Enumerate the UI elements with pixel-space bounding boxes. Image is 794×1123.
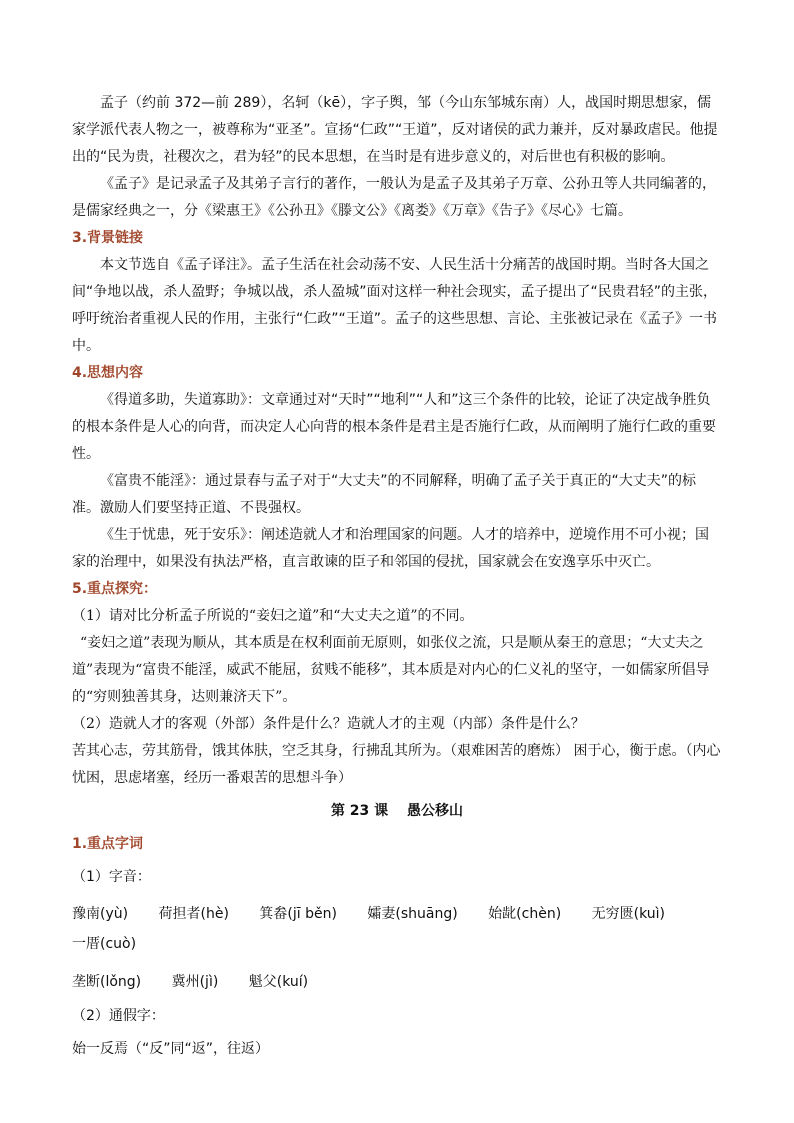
vocab-item: 豫南(yù): [72, 906, 129, 922]
vocab-item: 冀州(jì): [171, 974, 219, 990]
background-heading: 3.背景链接: [72, 230, 144, 246]
lesson-title: [72, 798, 722, 825]
tongjia-item: 始一反焉（“反”同“返”，往返）: [72, 1041, 270, 1057]
thought-paragraph-2: 《富贵不能淫》：通过景春与孟子对于“大丈夫”的不同解释，明确了孟子关于真正的“大丈夫”的标准。激励人们要坚持正道、不畏强权。: [72, 473, 697, 516]
lesson-number: 第 23 课: [330, 803, 389, 819]
vocab-item: 垄断(lǒng): [72, 974, 142, 990]
background-paragraph: 本文节选自《孟子译注》。孟子生活在社会动荡不安、人民生活十分痛苦的战国时期。当时各大国之间“争地以战，杀人盈野；争城以战，杀人盈城”面对这样一种社会现实，孟子提出了“民贵君轻”的主张，呼吁统治者重视人民的作用，主张行“仁政”“王道”。孟子的这些思想、言论、主张被记录在《孟子》一书中。: [72, 257, 718, 354]
thought-paragraph-3: 《生于忧患，死于安乐》：阐述造就人才和治理国家的问题。人才的培养中，逆境作用不可小视；国家的治理中，如果没有执法严格，直言敢谏的臣子和邻国的侵扰，国家就会在安逸享乐中灭亡。: [72, 527, 709, 570]
intro-paragraph-1: 孟子（约前 372—前 289），名轲（kē），字子舆，邹（今山东邹城东南）人，战国时期思想家，儒家学派代表人物之一，被尊称为“亚圣”。宣扬“仁政”“王道”，反对诸侯的武力兼并，反对暴政虐民。他提出的“民为贵，社稷次之，君为轻”的民本思想，在当时是有进步意义的，对后世也有积极的影响。: [72, 95, 718, 165]
document-content: [72, 90, 722, 1063]
vocab-item: 箕畚(jī běn): [259, 906, 337, 922]
vocab-subheading-pronunciation: （1）字音：: [72, 869, 151, 885]
vocab-row-1: [72, 899, 722, 959]
thought-paragraph-1: 《得道多助，失道寡助》：文章通过对“天时”“地利”“人和”这三个条件的比较，论证了决定战争胜负的根本条件是人心的向背，而决定人心向背的根本条件是君主是否施行仁政，从而阐明了施行仁政的重要性。: [72, 392, 716, 462]
focus-question-1: （1）请对比分析孟子所说的“妾妇之道”和“大丈夫之道”的不同。: [72, 608, 474, 624]
vocab-item: 孀妻(shuāng): [367, 906, 458, 922]
vocab-item: 无穷匮(kuì): [591, 906, 665, 922]
focus-question-2: （2）造就人才的客观（外部）条件是什么？造就人才的主观（内部）条件是什么？: [72, 716, 585, 732]
vocab-row-2: [72, 967, 722, 997]
lesson-name: 愚公移山: [407, 803, 464, 819]
vocab-heading: 1.重点字词: [72, 836, 144, 852]
thought-heading: 4.思想内容: [72, 365, 144, 381]
focus-answer-2: 苦其心志，劳其筋骨，饿其体肤，空乏其身，行拂乱其所为。（艰难困苦的磨炼） 困于心，衡于虑。（内心忧困，思虑堵塞，经历一番艰苦的思想斗争）: [72, 743, 721, 786]
intro-paragraph-2: 《孟子》是记录孟子及其弟子言行的著作，一般认为是孟子及其弟子万章、公孙丑等人共同编著的，是儒家经典之一，分《梁惠王》《公孙丑》《滕文公》《离娄》《万章》《告子》《尽心》七篇。: [72, 176, 716, 219]
vocab-item: 一厝(cuò): [72, 936, 137, 952]
focus-heading: 5.重点探究：: [72, 581, 158, 597]
vocab-item: 荷担者(hè): [158, 906, 229, 922]
focus-answer-1: “妾妇之道”表现为顺从，其本质是在权利面前无原则，如张仪之流，只是顺从秦王的意思；“大丈夫之道”表现为“富贵不能淫，威武不能屈，贫贱不能移”，其本质是对内心的仁义礼的坚守，一如儒家所倡导的“穷则独善其身，达则兼济天下”。: [72, 635, 710, 705]
vocab-item: 始龀(chèn): [488, 906, 562, 922]
vocab-subheading-tongjia: （2）通假字：: [72, 1008, 165, 1024]
vocab-item: 魁父(kuí): [248, 974, 309, 990]
